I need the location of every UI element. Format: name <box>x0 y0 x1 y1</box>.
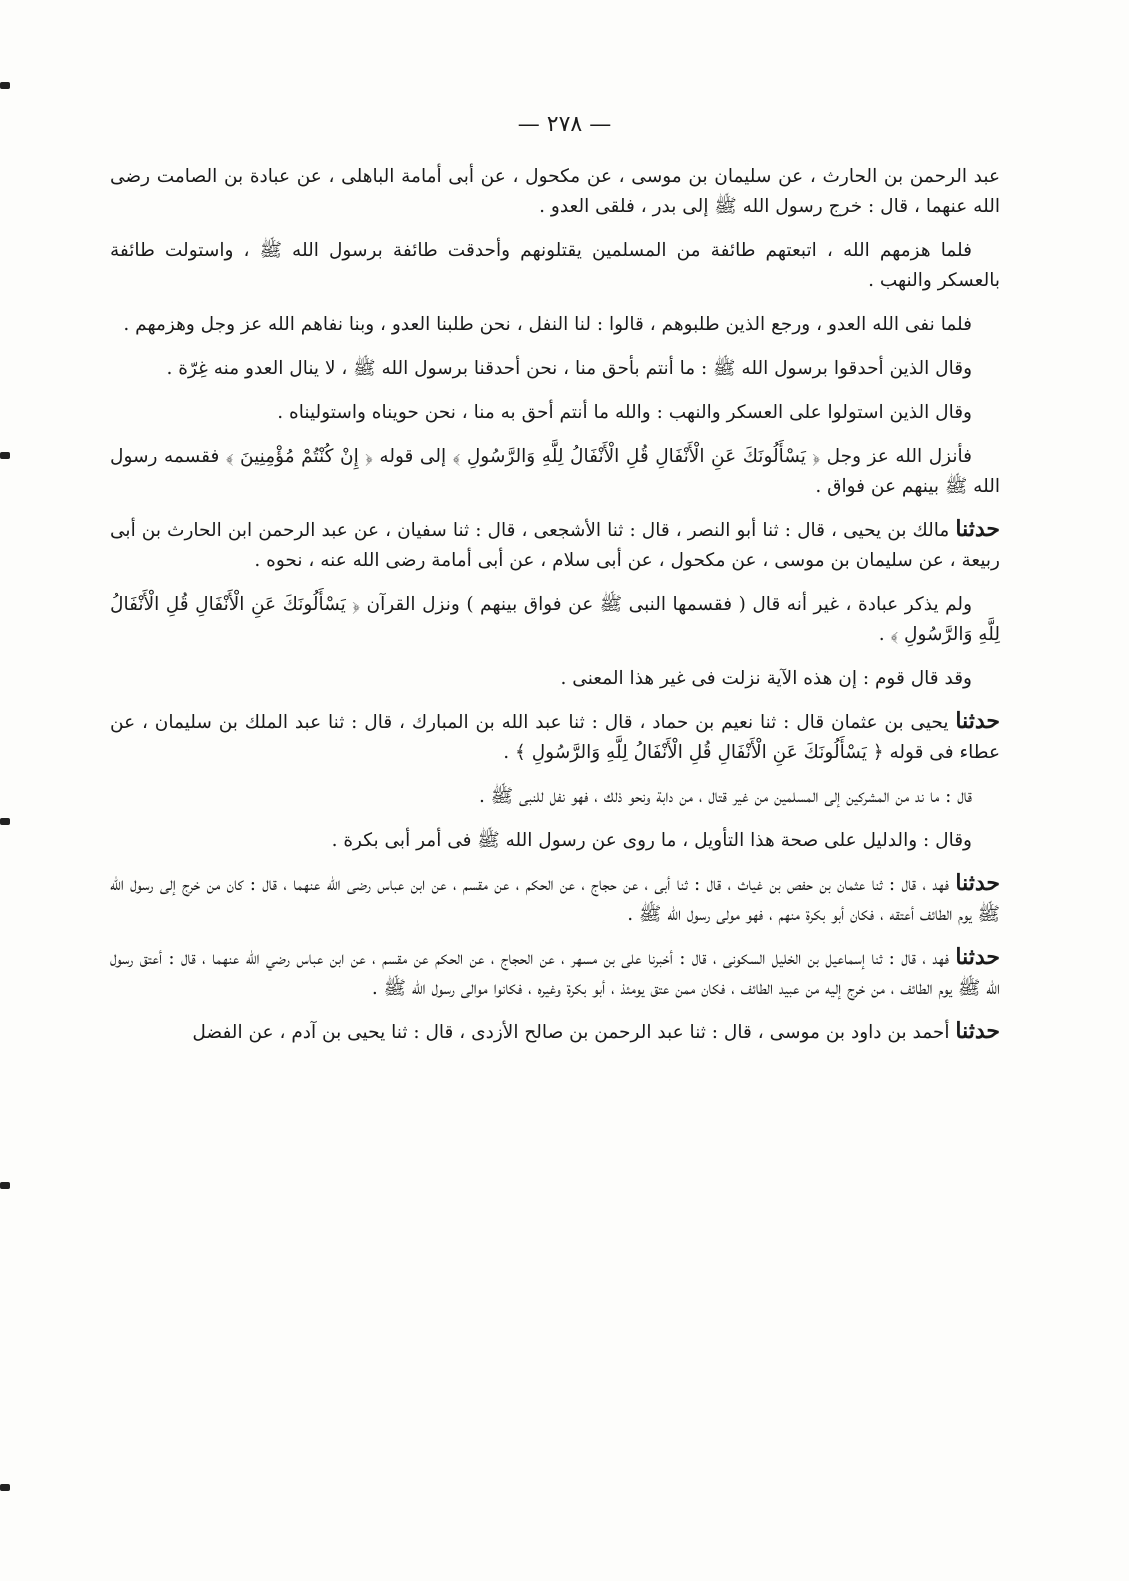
paragraph <box>110 514 1000 576</box>
paragraph-text: فلما نفى الله العدو ، ورجع الذين طلبوهم ، قالوا : لنا النفل ، نحن طلبنا العدو ، وبنا نفاهم الله عز وجل وهزمهم . <box>123 314 972 335</box>
paragraph-text: وقد قال قوم : إن هذه الآية نزلت فى غير هذا المعنى . <box>560 668 972 689</box>
hadith-lead-word: حدثنا <box>955 516 1000 542</box>
paragraph-text: مالك بن يحيى ، قال : ثنا أبو النصر ، قال : ثنا الأشجعى ، قال : ثنا سفيان ، عن عبد الرحمن ابن الحارث بن أبى ربيعة ، عن سليمان بن موسى ، عن مكحول ، عن أبى سلام ، عن أبى أمامة رضى الله عنه ، نحوه . <box>110 520 1000 571</box>
paragraph-text: وقال الذين استولوا على العسكر والنهب : والله ما أنتم أحق به منا ، نحن حويناه واستوليناه . <box>277 402 972 423</box>
scan-edge-mark <box>0 452 10 459</box>
paragraph-text: وقال الذين أحدقوا برسول الله ﷺ : ما أنتم بأحق منا ، نحن أحدقنا برسول الله ﷺ ، لا ينال العدو منه غِرّة . <box>166 358 972 379</box>
paragraph-text: فلما هزمهم الله ، اتبعتهم طائفة من المسلمين يقتلونهم وأحدقت طائفة برسول الله ﷺ ، واستولت طائفة بالعسكر والنهب . <box>110 240 1000 291</box>
paragraph <box>110 780 1000 812</box>
paragraph <box>110 706 1000 768</box>
scan-edge-mark <box>0 1484 10 1491</box>
hadith-lead-word: حدثنا <box>955 1018 1000 1044</box>
paragraph <box>110 942 1000 1004</box>
paragraph <box>110 352 1000 384</box>
hadith-lead-word: حدثنا <box>955 870 1000 896</box>
hadith-lead-word: حدثنا <box>955 944 1001 970</box>
hadith-lead-word: حدثنا <box>955 708 1000 734</box>
paragraph <box>110 824 1000 856</box>
paragraph <box>110 234 1000 296</box>
paragraph <box>110 588 1000 650</box>
paragraph <box>110 396 1000 428</box>
paragraph <box>110 308 1000 340</box>
paragraph-text: عبد الرحمن بن الحارث ، عن سليمان بن موسى ، عن مكحول ، عن أبى أمامة الباهلى ، عن عبادة بن الصامت رضى الله عنهما ، قال : خرج رسول الله ﷺ إلى بدر ، فلقى العدو . <box>110 166 1000 217</box>
scan-edge-mark <box>0 818 10 825</box>
paragraph <box>110 160 1000 222</box>
page-body <box>110 160 1000 1060</box>
paragraph <box>110 1016 1000 1048</box>
paragraph-text: فأنزل الله عز وجل ﴿ يَسْأَلُونَكَ عَنِ الْأَنْفَالِ قُلِ الْأَنْفَالُ لِلَّهِ وَالرَّسُولِ ﴾ إلى قوله ﴿ إِنْ كُنْتُمْ مُؤْمِنِينَ ﴾ فقسمه رسول الله ﷺ بينهم عن فواق . <box>110 446 1000 497</box>
paragraph-text: وقال : والدليل على صحة هذا التأويل ، ما روى عن رسول الله ﷺ فى أمر أبى بكرة . <box>331 830 972 851</box>
paragraph-text: يحيى بن عثمان قال : ثنا نعيم بن حماد ، قال : ثنا عبد الله بن المبارك ، قال : ثنا عبد الملك بن سليمان ، عن عطاء فى قوله ﴿ يَسْأَلُونَكَ عَنِ الْأَنْفَالِ قُلِ الْأَنْفَالُ لِلَّهِ وَالرَّسُولِ ﴾ . <box>110 712 1000 763</box>
paragraph-text: أحمد بن داود بن موسى ، قال : ثنا عبد الرحمن بن صالح الأزدى ، قال : ثنا يحيى بن آدم ، عن الفضل <box>192 1022 950 1043</box>
paragraph-text: ولم يذكر عبادة ، غير أنه قال ( فقسمها النبى ﷺ عن فواق بينهم ) ونزل القرآن ﴿ يَسْأَلُونَكَ عَنِ الْأَنْفَالِ قُلِ الْأَنْفَالُ لِلَّهِ وَالرَّسُولِ ﴾ . <box>110 594 1000 645</box>
paragraph <box>110 662 1000 694</box>
paragraph-text: فهد ، قال : ثنا إسماعيل بن الخليل السكونى ، قال : أخبرنا على بن مسهر ، عن الحجاج ، عن الحكم عن مقسم ، عن ابن عباس رضي الله عنهما ، قال : أعتق رسول الله ﷺ يوم الطائف ، من خرج إليه من عبيد الطائف ، فكان ممن عتق يومئذ ، أبو بكرة وغيره ، فكانوا موالى رسول الله ﷺ . <box>110 948 1000 999</box>
scan-edge-mark <box>0 82 10 89</box>
paragraph-text: قال : ما ند من المشركين إلى المسلمين من غير قتال ، من دابة ونحو ذلك ، فهو نفل للنبى ﷺ . <box>478 786 972 807</box>
paragraph <box>110 868 1000 930</box>
paragraph <box>110 440 1000 502</box>
page-number: — ٢٧٨ — <box>517 112 612 137</box>
paragraph-text: فهد ، قال : ثنا عثمان بن حفص بن غياث ، قال : ثنا أبى ، عن حجاج ، عن الحكم ، عن مقسم ، عن ابن عباس رضى الله عنهما ، قال : كان من خرج إلى رسول الله ﷺ يوم الطائف أعتقه ، فكان أبو بكرة منهم ، فهو مولى رسول الله ﷺ . <box>110 874 1000 925</box>
scan-edge-mark <box>0 1182 10 1189</box>
